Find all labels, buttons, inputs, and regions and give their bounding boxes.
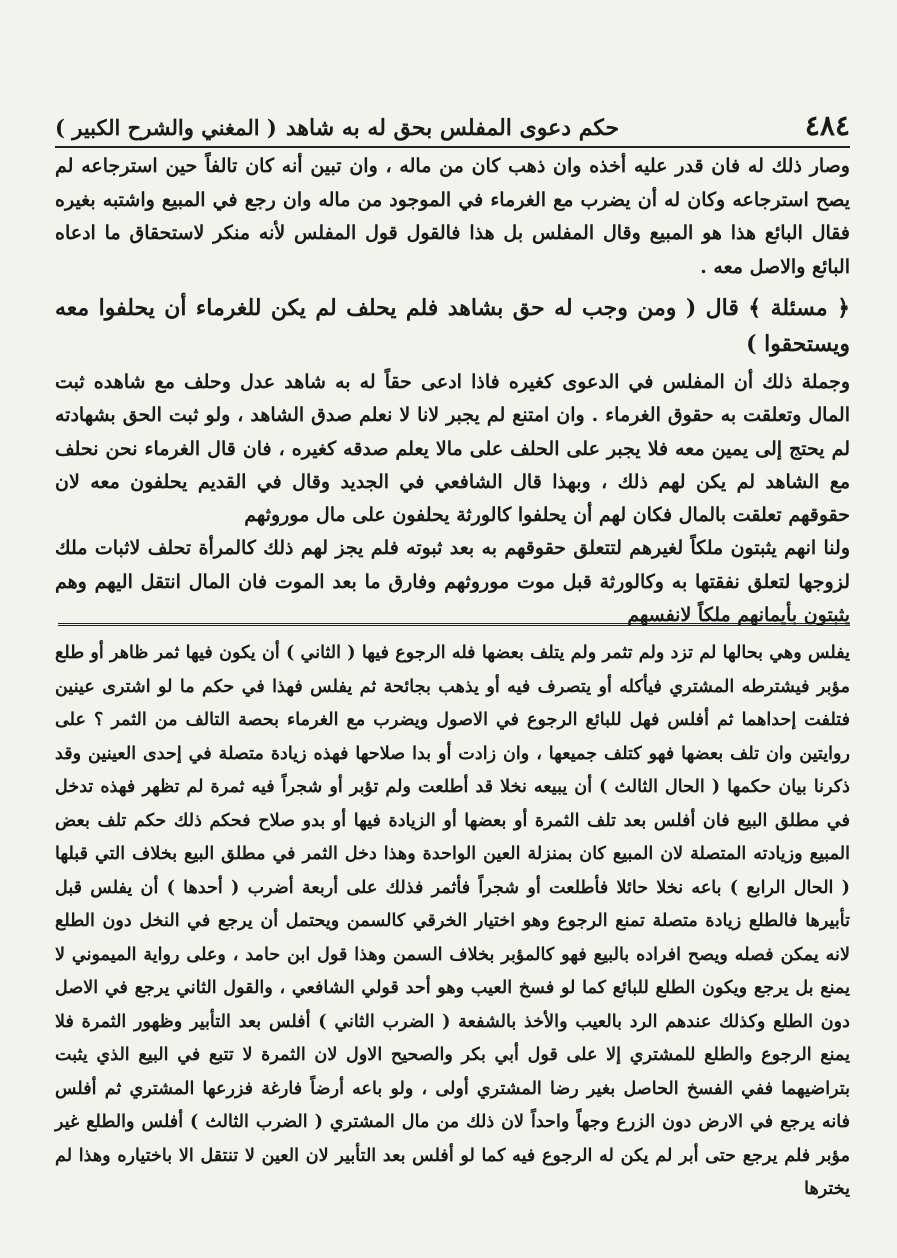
commentary-paragraph: يفلس وهي بحالها لم تزد ولم تثمر ولم يتلف بعضها فله الرجوع فيها ( الثاني ) أن يكون فيها ثمر ظاهر أو طلع مؤبر فيشترطه المشتري فيأكله أو يتصرف فيه أو يذهب بجائحة ثم يفلس فهذا في حكم ما لو اشترى عينين فتلفت إحداهما ثم أفلس فهل للبائع الرجوع في الاصول ويضرب مع الغرماء بحصة التالف من الثمر ؟ على روايتين وان تلف بعضها فهو كتلف جميعها ، وان زادت أو بدا صلاحها فهذه زيادة متصلة في إحدى العينين وقد ذكرنا بيان حكمها ( الحال الثالث ) أن يبيعه نخلا قد أطلعت ولم تؤبر أو شجراً فيه ثمرة لم تظهر فهذه تدخل في مطلق البيع فان أفلس بعد تلف الثمرة أو بعضها أو الزيادة فيها أو بدو صلاح فحكم ذلك حكم تلف بعض المبيع وزيادته المتصلة لان المبيع كان بمنزلة العين الواحدة وهذا دخل الثمر في مطلق البيع بخلاف التي قبلها ( الحال الرابع ) باعه نخلا حائلا فأطلعت أو شجراً فأثمر فذلك على أربعة أضرب ( أحدها ) أن يفلس قبل تأبيرها فالطلع زيادة متصلة تمنع الرجوع وهو اختيار الخرقي كالسمن ويحتمل أن يرجع في النخل دون الطلع لانه يمكن فصله ويصح افراده بالبيع فهو كالمؤبر بخلاف السمن وهذا قول ابن حامد ، وعلى رواية الميموني لا يمنع بل يرجع ويكون الطلع للبائع كما لو فسخ العيب وهو أحد قولي الشافعي ، والقول الثاني يرجع في الاصل دون الطلع وكذلك عندهم الرد بالعيب والأخذ بالشفعة ( الضرب الثاني ) أفلس بعد التأبير وظهور الثمرة فلا يمنع الرجوع والطلع للمشتري إلا على قول أبي بكر والصحيح الاول لان الثمرة لا تتبع في البيع الذي يثبت بتراضيهما ففي الفسخ الحاصل بغير رضا المشتري أولى ، ولو باعه أرضاً فارغة فزرعها المشتري ثم أفلس فانه يرجع في الارض دون الزرع وجهاً واحداً لان ذلك من مال المشتري ( الضرب الثالث ) أفلس والطلع غير مؤبر فلم يرجع حتى أبر لم يكن له الرجوع فيه كما لو أفلس بعد التأبير لان العين لا تنتقل الا باختياره وهذا لم يخترها [55, 642, 850, 1199]
page-number: ٤٨٤ [804, 109, 850, 142]
book-title: ( المغني والشرح الكبير ) [55, 115, 277, 140]
main-paragraph-2: وجملة ذلك أن المفلس في الدعوى كغيره فاذا ادعى حقاً له به شاهد عدل وحلف مع شاهده ثبت المال وتعلقت به حقوق الغرماء . وان امتنع لم يجبر لانا لا نعلم صدق الشاهد ، ولو ثبت الحق بشهادته لم يحتج إلى يمين معه فلا يجبر على الحلف على مالا يعلم صدقه كغيره ، فان قال الغرماء نحن نحلف مع الشاهد لم يكن لهم ذلك ، وبهذا قال الشافعي في الجديد وقال في القديم يحلفون معه لان حقوقهم تعلقت بالمال فكان لهم أن يحلفوا كالورثة يحلفون على مال موروثهم [55, 371, 850, 527]
main-paragraph-3: ولنا انهم يثبتون ملكاً لغيرهم لتتعلق حقوقهم به بعد ثبوته فلم يجز لهم ذلك كالمرأة تحلف لاثبات ملك لزوجها لتعلق نفقتها به وكالورثة قبل موت موروثهم وفارق ما بعد الموت فان المال انتقل اليهم وهم يثبتون بأيمانهم ملكاً لانفسهم [55, 537, 850, 627]
section-divider [58, 623, 850, 626]
main-paragraph-1: وصار ذلك له فان قدر عليه أخذه وان ذهب كان من ماله ، وان تبين أنه كان تالفاً حين استرجاعه لم يصح استرجاعه وكان له أن يضرب مع الغرماء في الموجود من ماله وان رجع في المبيع واشتبه بغيره فقال البائع هذا هو المبيع وقال المفلس بل هذا فالقول قول المفلس لأنه منكر لاستحقاق ما ادعاه البائع والاصل معه . [55, 155, 850, 278]
page-header [55, 108, 850, 146]
issue-statement: ﴿ مسئلة ﴾ قال ( ومن وجب له حق بشاهد فلم يحلف لم يكن للغرماء أن يحلفوا معه ويستحقوا ) [55, 295, 850, 357]
commentary-text [55, 636, 850, 1206]
main-text [55, 150, 850, 632]
header-divider [55, 146, 850, 148]
page-title: حكم دعوى المفلس بحق له به شاهد [285, 115, 620, 141]
